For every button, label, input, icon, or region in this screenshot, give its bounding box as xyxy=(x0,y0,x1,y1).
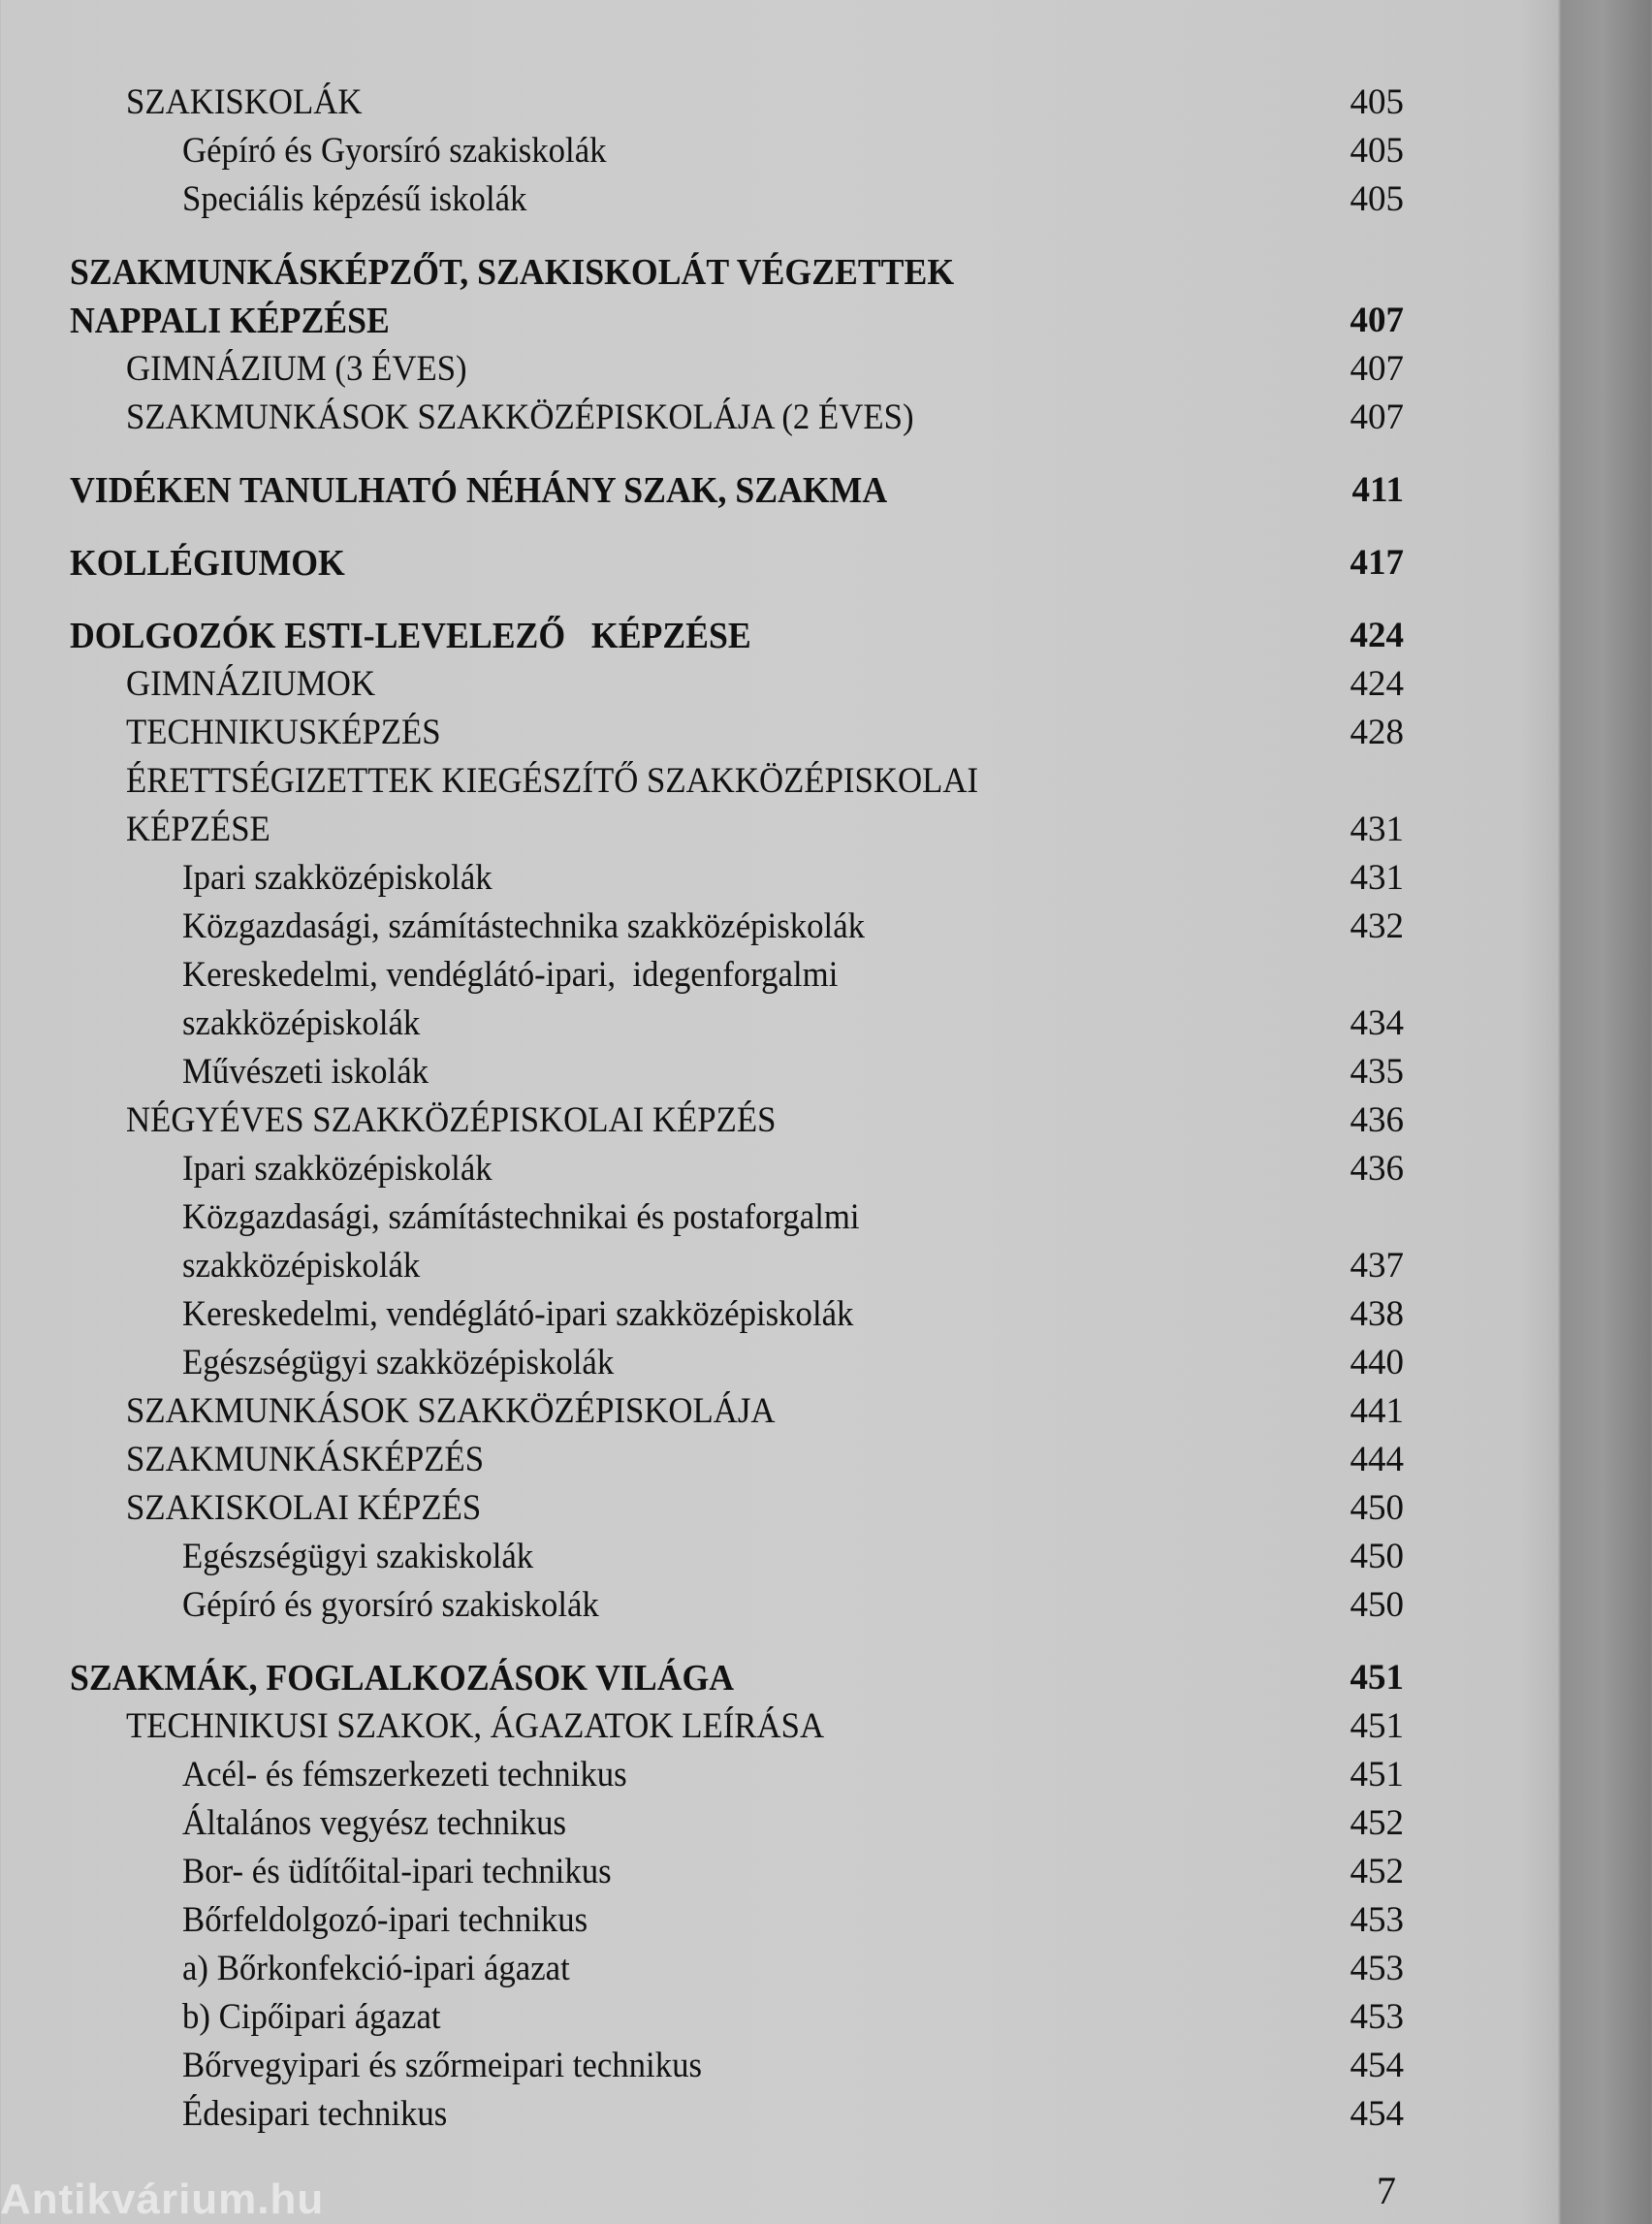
entry-title: Egészségügyi szakközépiskolák xyxy=(182,1343,615,1382)
toc-entry xyxy=(0,1048,1415,1096)
entry-page-number: 440 xyxy=(1350,1343,1404,1382)
toc-heading xyxy=(0,466,1415,515)
entry-title: Gépíró és Gyorsíró szakiskolák xyxy=(182,131,607,171)
entry-page-number: 405 xyxy=(1350,179,1404,219)
toc-entry xyxy=(0,660,1415,709)
entry-title: SZAKMÁK, FOGLALKOZÁSOK VILÁGA xyxy=(70,1658,735,1699)
toc-entry xyxy=(0,79,1415,127)
toc-entry xyxy=(0,1751,1415,1799)
entry-title: Acél- és fémszerkezeti technikus xyxy=(182,1755,627,1795)
toc-entry xyxy=(0,1387,1415,1436)
toc-entry xyxy=(0,951,1415,1000)
toc-entry xyxy=(0,1945,1415,1993)
toc-entry xyxy=(0,854,1415,903)
entry-page-number: 407 xyxy=(1350,349,1404,389)
entry-page-number: 434 xyxy=(1350,1003,1404,1043)
entry-title: Bőrfeldolgozó-ipari technikus xyxy=(182,1900,588,1940)
watermark: Antikvárium.hu xyxy=(0,2176,325,2223)
toc-entry xyxy=(0,1896,1415,1945)
toc-entry xyxy=(0,1799,1415,1848)
entry-title: Közgazdasági, számítástechnika szakközépiskolák xyxy=(182,906,866,946)
entry-page-number: 452 xyxy=(1350,1803,1404,1843)
entry-page-number: 435 xyxy=(1350,1052,1404,1092)
toc-entry xyxy=(0,345,1415,394)
entry-page-number: 438 xyxy=(1350,1294,1404,1334)
entry-title: Édesipari technikus xyxy=(182,2094,448,2134)
toc-entry xyxy=(0,1581,1415,1630)
entry-page-number: 407 xyxy=(1350,397,1404,437)
entry-page-number: 453 xyxy=(1350,1949,1404,1988)
entry-page-number: 431 xyxy=(1350,810,1404,849)
entry-title: a) Bőrkonfekció-ipari ágazat xyxy=(182,1949,570,1988)
entry-page-number: 428 xyxy=(1350,713,1404,752)
toc-entry xyxy=(0,1145,1415,1193)
entry-page-number: 452 xyxy=(1350,1852,1404,1891)
entry-page-number: 431 xyxy=(1350,858,1404,898)
entry-title: Ipari szakközépiskolák xyxy=(182,1149,492,1189)
entry-title: b) Cipőipari ágazat xyxy=(182,1997,441,2037)
page-number: 7 xyxy=(1377,2169,1396,2212)
entry-title: SZAKMUNKÁSOK SZAKKÖZÉPISKOLÁJA xyxy=(126,1391,776,1431)
entry-page-number: 437 xyxy=(1350,1246,1404,1286)
entry-title: SZAKMUNKÁSOK SZAKKÖZÉPISKOLÁJA (2 ÉVES) xyxy=(126,397,914,437)
entry-title: szakközépiskolák xyxy=(182,1246,421,1286)
entry-title: Bőrvegyipari és szőrmeipari technikus xyxy=(182,2046,703,2085)
toc-entry xyxy=(0,1242,1415,1290)
entry-page-number: 444 xyxy=(1350,1440,1404,1479)
toc-heading xyxy=(0,539,1415,588)
entry-title: Egészségügyi szakiskolák xyxy=(182,1537,534,1576)
toc-entry xyxy=(0,1993,1415,2042)
entry-page-number: 454 xyxy=(1350,2046,1404,2085)
entry-page-number: 450 xyxy=(1350,1537,1404,1576)
toc-heading xyxy=(0,612,1415,660)
entry-page-number: 453 xyxy=(1350,1997,1404,2037)
entry-title: szakközépiskolák xyxy=(182,1003,421,1043)
toc-entry xyxy=(0,1193,1415,1242)
toc-heading xyxy=(0,1654,1415,1702)
entry-title: SZAKISKOLÁK xyxy=(126,82,363,122)
toc-entry xyxy=(0,1848,1415,1896)
entry-title: Kereskedelmi, vendéglátó-ipari, idegenforgalmi xyxy=(182,955,839,995)
entry-title: GIMNÁZIUMOK xyxy=(126,664,375,704)
entry-page-number: 417 xyxy=(1350,543,1404,583)
entry-page-number: 411 xyxy=(1351,470,1404,510)
table-of-contents xyxy=(0,79,1415,2139)
entry-page-number: 451 xyxy=(1350,1755,1404,1795)
entry-page-number: 451 xyxy=(1350,1658,1404,1698)
entry-title: Kereskedelmi, vendéglátó-ipari szakközépiskolák xyxy=(182,1294,854,1334)
entry-page-number: 450 xyxy=(1350,1585,1404,1625)
toc-entry xyxy=(0,1290,1415,1339)
entry-title: Speciális képzésű iskolák xyxy=(182,179,527,219)
entry-title: ÉRETTSÉGIZETTEK KIEGÉSZÍTŐ SZAKKÖZÉPISKOLAI xyxy=(126,761,979,801)
entry-page-number: 405 xyxy=(1350,131,1404,171)
entry-page-number: 432 xyxy=(1350,906,1404,946)
toc-entry xyxy=(0,1000,1415,1048)
entry-title: SZAKISKOLAI KÉPZÉS xyxy=(126,1488,482,1528)
entry-title: Gépíró és gyorsíró szakiskolák xyxy=(182,1585,599,1625)
toc-heading xyxy=(0,297,1415,345)
entry-title: NÉGYÉVES SZAKKÖZÉPISKOLAI KÉPZÉS xyxy=(126,1100,777,1140)
entry-page-number: 453 xyxy=(1350,1900,1404,1940)
entry-page-number: 407 xyxy=(1350,301,1404,340)
toc-entry xyxy=(0,2090,1415,2139)
toc-entry xyxy=(0,709,1415,757)
entry-page-number: 450 xyxy=(1350,1488,1404,1528)
toc-entry xyxy=(0,1339,1415,1387)
toc-entry xyxy=(0,127,1415,175)
entry-title: Általános vegyész technikus xyxy=(182,1803,567,1843)
toc-entry xyxy=(0,806,1415,854)
toc-entry xyxy=(0,1436,1415,1484)
toc-entry xyxy=(0,1533,1415,1581)
entry-title: SZAKMUNKÁSKÉPZŐT, SZAKISKOLÁT VÉGZETTEK xyxy=(70,252,955,293)
toc-entry xyxy=(0,1096,1415,1145)
entry-title: VIDÉKEN TANULHATÓ NÉHÁNY SZAK, SZAKMA xyxy=(70,470,888,511)
entry-title: TECHNIKUSKÉPZÉS xyxy=(126,713,441,752)
toc-heading xyxy=(0,248,1415,297)
toc-entry xyxy=(0,1484,1415,1533)
entry-page-number: 424 xyxy=(1350,616,1404,655)
entry-title: SZAKMUNKÁSKÉPZÉS xyxy=(126,1440,485,1479)
entry-title: Bor- és üdítőital-ipari technikus xyxy=(182,1852,612,1891)
entry-title: KOLLÉGIUMOK xyxy=(70,543,345,584)
entry-title: TECHNIKUSI SZAKOK, ÁGAZATOK LEÍRÁSA xyxy=(126,1706,825,1746)
entry-title: GIMNÁZIUM (3 ÉVES) xyxy=(126,349,467,389)
entry-title: NAPPALI KÉPZÉSE xyxy=(70,301,390,341)
entry-page-number: 436 xyxy=(1350,1100,1404,1140)
entry-page-number: 405 xyxy=(1350,82,1404,122)
toc-entry xyxy=(0,1702,1415,1751)
entry-page-number: 436 xyxy=(1350,1149,1404,1189)
entry-title: Művészeti iskolák xyxy=(182,1052,429,1092)
entry-page-number: 441 xyxy=(1350,1391,1404,1431)
toc-entry xyxy=(0,2042,1415,2090)
entry-title: KÉPZÉSE xyxy=(126,810,270,849)
entry-page-number: 424 xyxy=(1350,664,1404,704)
toc-entry xyxy=(0,175,1415,224)
entry-title: DOLGOZÓK ESTI-LEVELEZŐ KÉPZÉSE xyxy=(70,616,751,656)
toc-entry xyxy=(0,903,1415,951)
entry-page-number: 451 xyxy=(1350,1706,1404,1746)
toc-entry xyxy=(0,394,1415,442)
entry-title: Közgazdasági, számítástechnikai és postaforgalmi xyxy=(182,1197,860,1237)
entry-title: Ipari szakközépiskolák xyxy=(182,858,492,898)
entry-page-number: 454 xyxy=(1350,2094,1404,2134)
toc-entry xyxy=(0,757,1415,806)
